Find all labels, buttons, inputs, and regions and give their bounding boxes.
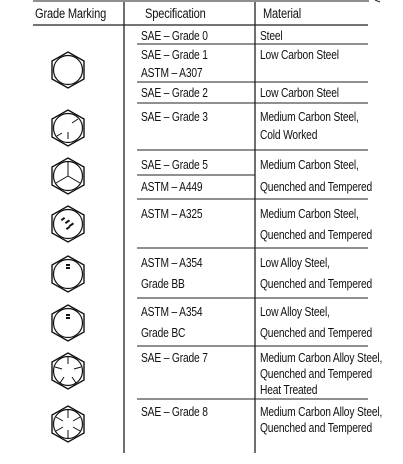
material-text: Low Carbon Steel <box>260 48 339 62</box>
material-text: Medium Carbon Alloy Steel, <box>260 351 383 365</box>
hex-plain-icon <box>50 51 86 94</box>
spec-text: SAE – Grade 3 <box>141 110 208 124</box>
spec-text: ASTM – A307 <box>141 66 203 80</box>
hex-bb-icon <box>50 255 86 298</box>
spec-text: SAE – Grade 0 <box>141 29 208 43</box>
spec-text: ASTM – A325 <box>141 207 203 221</box>
hex-six-radial-lines-icon <box>50 405 86 448</box>
material-text: Cold Worked <box>260 128 318 142</box>
material-text: Medium Carbon Alloy Steel, <box>260 405 383 419</box>
material-text: Quenched and Tempered <box>260 367 373 381</box>
header-specification: Specification <box>145 6 206 21</box>
hex-bc-icon <box>50 304 86 347</box>
hex-a325-icon <box>50 205 86 248</box>
material-text: Medium Carbon Steel, <box>260 158 359 172</box>
spec-text: Grade BC <box>141 326 186 340</box>
material-text: Low Alloy Steel, <box>260 305 330 319</box>
material-text: Steel <box>260 29 283 43</box>
material-text: Medium Carbon Steel, <box>260 110 359 124</box>
hex-three-lines-icon <box>50 109 86 152</box>
material-text: Heat Treated <box>260 383 318 397</box>
material-text: Quenched and Tempered <box>260 277 373 291</box>
material-text: Quenched and Tempered <box>260 228 373 242</box>
header-grade-marking: Grade Marking <box>35 6 107 21</box>
spec-text: SAE – Grade 1 <box>141 48 208 62</box>
material-text: Medium Carbon Steel, <box>260 207 359 221</box>
spec-text: ASTM – A449 <box>141 180 203 194</box>
material-text: Low Carbon Steel <box>260 86 339 100</box>
spec-text: ASTM – A354 <box>141 305 203 319</box>
header-material: Material <box>263 6 302 21</box>
spec-text: ASTM – A354 <box>141 256 203 270</box>
material-text: Quenched and Tempered <box>260 421 373 435</box>
spec-text: SAE – Grade 5 <box>141 158 208 172</box>
material-text: Quenched and Tempered <box>260 326 373 340</box>
material-text: Low Alloy Steel, <box>260 256 330 270</box>
hex-five-radial-lines-icon <box>50 352 86 395</box>
spec-text: SAE – Grade 7 <box>141 351 208 365</box>
hex-three-radial-lines-icon <box>50 157 86 200</box>
spec-text: Grade BB <box>141 277 185 291</box>
material-text: Quenched and Tempered <box>260 180 373 194</box>
spec-text: SAE – Grade 2 <box>141 86 208 100</box>
spec-text: SAE – Grade 8 <box>141 405 208 419</box>
